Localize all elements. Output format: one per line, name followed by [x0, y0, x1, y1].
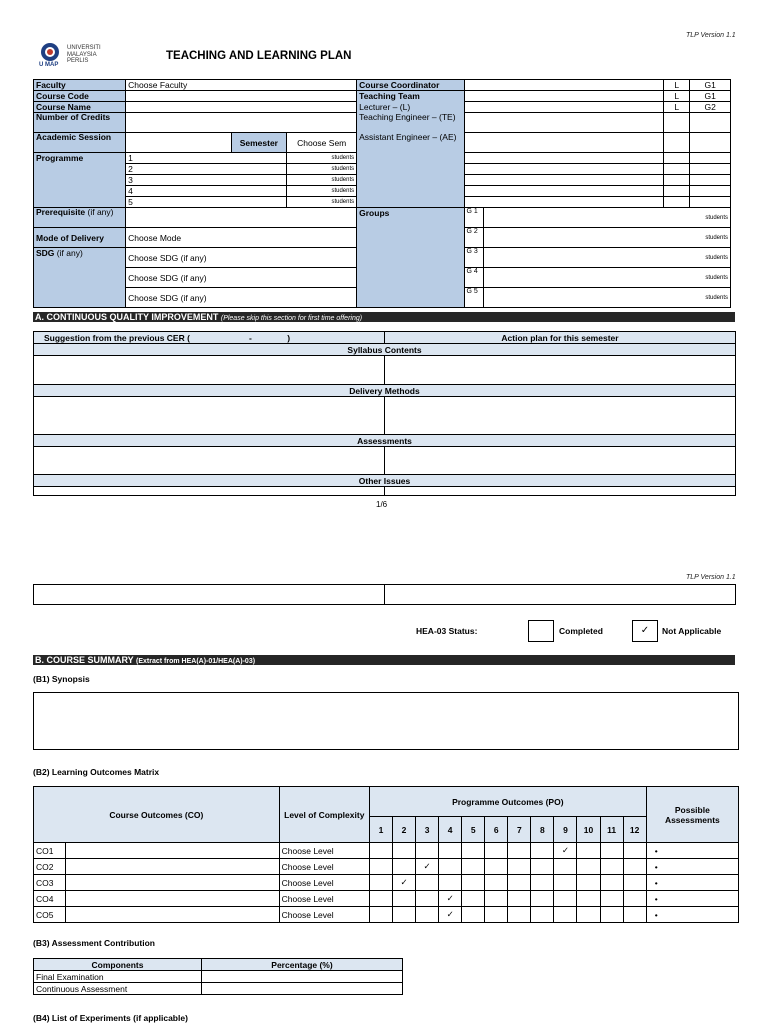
assessments-header: Possible Assessments [646, 787, 738, 843]
students-label: students [287, 186, 357, 197]
students-label: students [287, 175, 357, 186]
po-mapping-cell[interactable] [577, 907, 600, 923]
prerequisite-label: Prerequisite (if any) [34, 208, 126, 228]
po-mapping-cell[interactable] [531, 891, 554, 907]
programme-row-number: 1 [126, 153, 287, 164]
team-member-field[interactable] [464, 164, 664, 175]
credits-label: Number of Credits [34, 113, 126, 133]
co-row [34, 859, 739, 875]
po-number-header: 7 [508, 817, 531, 843]
po-mapping-cell[interactable] [508, 891, 531, 907]
team-member-field[interactable] [464, 175, 664, 186]
students-label: students [287, 197, 357, 208]
co-description-field[interactable] [66, 875, 280, 891]
po-mapping-cell[interactable] [485, 891, 508, 907]
sdg-label: SDG (if any) [34, 248, 126, 308]
action-plan-header: Action plan for this semester [385, 332, 736, 344]
po-mapping-cell[interactable] [416, 843, 439, 859]
po-number-header: 3 [416, 817, 439, 843]
po-mapping-cell[interactable] [392, 843, 415, 859]
po-mapping-cell[interactable] [600, 875, 623, 891]
delivery-select[interactable]: Choose Mode [126, 228, 357, 248]
co-description-field[interactable] [66, 859, 280, 875]
section-b-heading: B. COURSE SUMMARY (Extract from HEA(A)-01/HEA(A)-03) [33, 655, 735, 665]
po-mapping-cell[interactable] [462, 843, 485, 859]
programme-row-number: 5 [126, 197, 287, 208]
component-percentage-field[interactable] [202, 971, 403, 983]
group-students: students [483, 268, 730, 288]
po-mapping-cell[interactable] [508, 875, 531, 891]
po-mapping-cell[interactable] [439, 859, 462, 875]
course-name-field[interactable] [126, 102, 357, 113]
po-mapping-cell[interactable] [554, 891, 577, 907]
assessment-contribution-table [33, 958, 403, 995]
logo-badge: U MAP [39, 62, 59, 68]
not-applicable-checkbox[interactable]: ✓ [632, 620, 658, 642]
page-title: TEACHING AND LEARNING PLAN [166, 50, 352, 62]
co-id: CO5 [34, 907, 66, 923]
po-mapping-cell[interactable] [416, 907, 439, 923]
group-students: students [483, 208, 730, 228]
po-mapping-cell[interactable] [416, 891, 439, 907]
component-name: Continuous Assessment [34, 983, 202, 995]
credits-field[interactable] [126, 113, 357, 133]
co-description-field[interactable] [66, 843, 280, 859]
programme-row-number: 4 [126, 186, 287, 197]
prerequisite-field[interactable] [126, 208, 357, 228]
course-info-table [33, 79, 731, 308]
other-issues-header: Other Issues [34, 475, 736, 487]
team-group: G1 [690, 80, 731, 91]
group-label: G 2 [464, 228, 483, 248]
syllabus-suggestion-field[interactable] [34, 356, 385, 385]
components-header: Components [34, 959, 202, 971]
programme-label: Programme [34, 153, 126, 208]
delivery-methods-header: Delivery Methods [34, 385, 736, 397]
faculty-label: Faculty [34, 80, 126, 91]
po-mapping-cell[interactable] [392, 907, 415, 923]
po-mapping-cell[interactable] [531, 907, 554, 923]
level-select[interactable]: Choose Level [279, 907, 369, 923]
po-header: Programme Outcomes (PO) [369, 787, 646, 817]
team-member-field[interactable] [464, 91, 664, 102]
group-students: students [483, 248, 730, 268]
programme-row-number: 3 [126, 175, 287, 186]
co-description-field[interactable] [66, 907, 280, 923]
team-member-field[interactable] [464, 153, 664, 164]
group-label: G 5 [464, 288, 483, 308]
group-students: students [483, 288, 730, 308]
co-row [34, 875, 739, 891]
level-header: Level of Complexity [279, 787, 369, 843]
po-number-header: 4 [439, 817, 462, 843]
po-mapping-cell[interactable] [392, 891, 415, 907]
po-mapping-cell[interactable] [600, 843, 623, 859]
possible-assessment-field[interactable]: • [646, 891, 738, 907]
po-number-header: 12 [623, 817, 646, 843]
po-mapping-cell[interactable] [531, 843, 554, 859]
level-select[interactable]: Choose Level [279, 875, 369, 891]
suggestion-header: Suggestion from the previous CER ( - ) [34, 332, 385, 344]
co-row [34, 891, 739, 907]
po-mapping-cell[interactable] [485, 907, 508, 923]
team-member-field[interactable] [464, 102, 664, 113]
po-mapping-cell[interactable] [462, 907, 485, 923]
co-id: CO1 [34, 843, 66, 859]
logo-line-3: PERLIS [67, 58, 89, 64]
other-action-field[interactable] [385, 487, 736, 496]
course-code-label: Course Code [34, 91, 126, 102]
session-label: Academic Session [34, 133, 126, 153]
po-mapping-cell[interactable]: ✓ [554, 843, 577, 859]
lo-matrix-heading: (B2) Learning Outcomes Matrix [33, 767, 160, 777]
group-label: G 1 [464, 208, 483, 228]
possible-assessment-field[interactable]: • [646, 875, 738, 891]
semester-label: Semester [231, 133, 287, 153]
po-mapping-cell[interactable] [577, 859, 600, 875]
team-member-field[interactable] [464, 133, 664, 153]
course-name-label: Course Name [34, 102, 126, 113]
po-mapping-cell[interactable] [508, 843, 531, 859]
team-member-field[interactable] [464, 113, 664, 133]
continued-suggestion-field[interactable] [34, 585, 385, 605]
faculty-select[interactable]: Choose Faculty [126, 80, 357, 91]
po-number-header: 6 [485, 817, 508, 843]
possible-assessment-field[interactable]: • [646, 843, 738, 859]
po-mapping-cell[interactable] [485, 859, 508, 875]
po-mapping-cell[interactable] [531, 859, 554, 875]
lo-matrix-table [33, 786, 739, 923]
po-mapping-cell[interactable] [439, 843, 462, 859]
component-percentage-field[interactable] [202, 983, 403, 995]
po-number-header: 11 [600, 817, 623, 843]
team-group: G1 [690, 91, 731, 102]
po-number-header: 2 [392, 817, 415, 843]
completed-label: Completed [559, 626, 603, 636]
logo-line-1: UNIVERSITI [67, 45, 101, 51]
component-name: Final Examination [34, 971, 202, 983]
co-id: CO2 [34, 859, 66, 875]
po-mapping-cell[interactable] [369, 843, 392, 859]
assessment-contribution-heading: (B3) Assessment Contribution [33, 938, 156, 948]
po-mapping-cell[interactable] [577, 891, 600, 907]
level-select[interactable]: Choose Level [279, 891, 369, 907]
po-mapping-cell[interactable] [554, 875, 577, 891]
po-mapping-cell[interactable] [623, 907, 646, 923]
po-mapping-cell[interactable] [439, 875, 462, 891]
po-mapping-cell[interactable] [577, 875, 600, 891]
po-mapping-cell[interactable]: ✓ [416, 859, 439, 875]
sdg-select[interactable]: Choose SDG (if any) [126, 288, 357, 308]
not-applicable-label: Not Applicable [662, 626, 722, 636]
po-mapping-cell[interactable] [462, 875, 485, 891]
other-suggestion-field[interactable] [34, 487, 385, 496]
lecturer-label: Lecturer – (L) [357, 102, 464, 113]
students-label: students [287, 164, 357, 175]
team-member-field[interactable] [464, 197, 664, 208]
po-mapping-cell[interactable]: ✓ [439, 891, 462, 907]
assessments-action-field[interactable] [385, 447, 736, 475]
co-row [34, 843, 739, 859]
completed-checkbox[interactable] [528, 620, 554, 642]
co-row [34, 907, 739, 923]
po-mapping-cell[interactable] [369, 907, 392, 923]
team-group: G2 [690, 102, 731, 113]
po-mapping-cell[interactable] [554, 859, 577, 875]
po-mapping-cell[interactable] [485, 875, 508, 891]
po-number-header: 10 [577, 817, 600, 843]
programme-row-number: 2 [126, 164, 287, 175]
group-label: G 4 [464, 268, 483, 288]
po-mapping-cell[interactable] [600, 907, 623, 923]
synopsis-heading: (B1) Synopsis [33, 674, 90, 684]
po-mapping-cell[interactable] [369, 875, 392, 891]
co-id: CO4 [34, 891, 66, 907]
experiments-heading: (B4) List of Experiments (if applicable) [33, 1013, 188, 1023]
co-id: CO3 [34, 875, 66, 891]
po-mapping-cell[interactable] [485, 843, 508, 859]
delivery-action-field[interactable] [385, 397, 736, 435]
continued-action-field[interactable] [385, 585, 736, 605]
percentage-header: Percentage (%) [202, 959, 403, 971]
ae-label: Assistant Engineer – (AE) [357, 133, 464, 208]
po-mapping-cell[interactable] [416, 875, 439, 891]
continued-cqi-table [33, 584, 736, 605]
po-mapping-cell[interactable] [369, 891, 392, 907]
te-label: Teaching Engineer – (TE) [357, 113, 464, 133]
page-number: 1/6 [376, 500, 388, 509]
sdg-select[interactable]: Choose SDG (if any) [126, 268, 357, 288]
po-number-header: 5 [462, 817, 485, 843]
level-select[interactable]: Choose Level [279, 843, 369, 859]
po-mapping-cell[interactable] [623, 875, 646, 891]
po-number-header: 9 [554, 817, 577, 843]
po-mapping-cell[interactable] [554, 907, 577, 923]
course-code-field[interactable] [126, 91, 357, 102]
hea-status-label: HEA-03 Status: [416, 626, 478, 636]
teaching-team-label: Teaching Team [357, 91, 464, 102]
level-select[interactable]: Choose Level [279, 859, 369, 875]
po-mapping-cell[interactable] [600, 891, 623, 907]
po-mapping-cell[interactable] [462, 859, 485, 875]
version-label: TLP Version 1.1 [686, 32, 736, 39]
po-mapping-cell[interactable] [577, 843, 600, 859]
assessments-header: Assessments [34, 435, 736, 447]
university-logo [38, 42, 108, 72]
po-mapping-cell[interactable] [462, 891, 485, 907]
po-mapping-cell[interactable] [508, 859, 531, 875]
po-mapping-cell[interactable] [623, 859, 646, 875]
group-students: students [483, 228, 730, 248]
po-mapping-cell[interactable] [600, 859, 623, 875]
po-mapping-cell[interactable] [508, 907, 531, 923]
po-mapping-cell[interactable] [623, 891, 646, 907]
unimap-emblem-icon [38, 42, 66, 64]
delivery-suggestion-field[interactable] [34, 397, 385, 435]
team-member-field[interactable] [464, 186, 664, 197]
coordinator-label: Course Coordinator [357, 80, 464, 91]
delivery-label: Mode of Delivery [34, 228, 126, 248]
co-description-field[interactable] [66, 891, 280, 907]
po-number-header: 1 [369, 817, 392, 843]
team-role: L [664, 102, 690, 113]
po-mapping-cell[interactable]: ✓ [439, 907, 462, 923]
team-role: L [664, 80, 690, 91]
po-mapping-cell[interactable] [392, 859, 415, 875]
team-role: L [664, 91, 690, 102]
possible-assessment-field[interactable]: • [646, 859, 738, 875]
po-mapping-cell[interactable] [369, 859, 392, 875]
po-mapping-cell[interactable] [531, 875, 554, 891]
group-label: G 3 [464, 248, 483, 268]
sdg-select[interactable]: Choose SDG (if any) [126, 248, 357, 268]
po-mapping-cell[interactable] [623, 843, 646, 859]
syllabus-action-field[interactable] [385, 356, 736, 385]
cqi-table [33, 331, 736, 496]
session-field[interactable] [126, 133, 231, 153]
po-number-header: 8 [531, 817, 554, 843]
section-a-heading: A. CONTINUOUS QUALITY IMPROVEMENT (Please skip this section for first time offering) [33, 312, 735, 322]
possible-assessment-field[interactable]: • [646, 907, 738, 923]
synopsis-field[interactable] [33, 692, 739, 750]
assessments-suggestion-field[interactable] [34, 447, 385, 475]
co-header: Course Outcomes (CO) [34, 787, 280, 843]
coordinator-field[interactable] [464, 80, 664, 91]
po-mapping-cell[interactable]: ✓ [392, 875, 415, 891]
version-label: TLP Version 1.1 [686, 574, 736, 581]
students-label: students [287, 153, 357, 164]
syllabus-contents-header: Syllabus Contents [34, 344, 736, 356]
logo-line-2: MALAYSIA [67, 51, 97, 58]
groups-label: Groups [357, 208, 464, 308]
semester-select[interactable]: Choose Sem [287, 133, 357, 153]
